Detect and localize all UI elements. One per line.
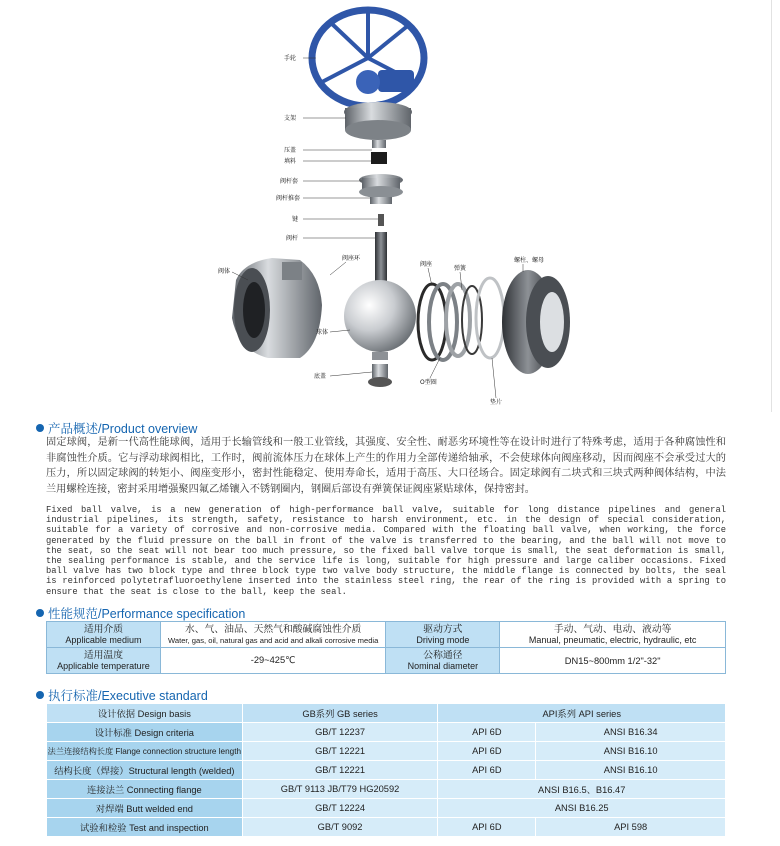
executive-title: 执行标准/Executive standard	[48, 689, 208, 703]
label-packing: 填料	[284, 158, 297, 165]
label-stem-sleeve: 阀杆套	[280, 178, 299, 185]
bottom-cover-part	[368, 364, 392, 387]
performance-heading	[36, 604, 245, 622]
ball-part	[344, 280, 416, 352]
bullet-icon	[36, 424, 44, 432]
stem-bush-part	[370, 197, 392, 204]
performance-value-cell: 水、气、油品、天然气和酸碱腐蚀性介质 Water, gas, oil, natural gas and acid and alkali corrosive media	[160, 622, 386, 648]
performance-value-cell: -29~425℃	[160, 648, 386, 674]
performance-value-cell: DN15~800mm 1/2"-32"	[500, 648, 726, 674]
executive-row: 结构长度（焊接）Structural length (welded) GB/T 12221 API 6D ANSI B16.10	[47, 761, 726, 780]
bullet-icon	[36, 609, 44, 617]
performance-label-cell: 适用介质 Applicable medium	[47, 622, 161, 648]
valve-body-part	[232, 258, 322, 358]
executive-row: 对焊端 Butt welded end GB/T 12224 ANSI B16.25	[47, 799, 726, 818]
overview-text-en: Fixed ball valve, is a new generation of high-performance ball valve, suitable for long distance pipelines and general industrial pipelines, its strength, safety, resistance to harsh environment, etc. in the design of special consideration, suitable for a variety of corrosive and non-corrosive media. Compared with the floating ball valve, when working, the force generated by the fluid pressure on the ball in front of the valve is transferred to the bearing, and the ball will not move to the seat, so the seat will not bear too much pressure, so the fixed ball valve torque is small, the seat deformation is small, the sealing performance is stable, and the service life is long, suitable for high pressure and large caliber occasions. Fixed ball valve has two block type and three block type two valve body structure, the middle flange is connected by bolts, the seal is reinforced polytetrafluoroethylene inserted into the stainless steel ring, the rear of the ring is provided with a spring to ensure that the seat is close to the ball, keep the seal.	[46, 505, 726, 597]
executive-row: 试验和检验 Test and inspection GB/T 9092 API 6D API 598	[47, 818, 726, 837]
bullet-icon	[36, 691, 44, 699]
label-bottom-cover: 底盖	[314, 373, 327, 380]
label-seat: 阀座	[420, 261, 433, 268]
gland-part	[372, 140, 386, 148]
key-part	[378, 214, 384, 226]
header-design-basis: 设计依据 Design basis	[47, 704, 243, 723]
executive-row: 连接法兰 Connecting flange GB/T 9113 JB/T79 HG20592 ANSI B16.5、B16.47	[47, 780, 726, 799]
performance-label-cell: 公称通径 Nominal diameter	[386, 648, 500, 674]
label-handwheel: 手轮	[284, 55, 297, 62]
label-o-ring: O型圈	[420, 379, 437, 386]
label-stem-bush: 阀杆推套	[276, 195, 301, 202]
label-gland: 压盖	[284, 147, 297, 154]
end-flange-part	[502, 270, 570, 374]
executive-table	[46, 703, 726, 837]
label-stem: 阀杆	[286, 235, 299, 242]
bracket-part	[344, 102, 412, 140]
packing-part	[371, 152, 387, 164]
handwheel-part	[312, 10, 424, 106]
label-stud-nut: 螺柱、螺母	[514, 257, 545, 264]
overview-text-cn: 固定球阀，是新一代高性能球阀，适用于长输管线和一般工业管线，其强度、安全性、耐恶劣环境性等在设计时进行了特殊考虑，适用于各种腐蚀性和非腐蚀性介质。它与浮动球阀相比，工作时，阀前流体压力在球体上产生的作用力全部传递给轴承，不会使球体向阀座移动，因而阀座不会承受过大的压力，所以固定球阀的转矩小、阀座变形小，密封性能稳定、使用寿命长，适用于高压、大口径场合。固定球阀有二块式和三块式两种阀体结构，中法兰用螺栓连接，密封采用增强聚四氟乙烯镶入不锈钢圈内，钢圈后部设有弹簧保证阀座紧贴球体，保持密封。	[46, 437, 726, 495]
performance-row	[47, 648, 726, 674]
overview-title: 产品概述/Product overview	[48, 422, 198, 436]
label-body: 阀体	[218, 268, 231, 275]
header-api-series: API系列 API series	[438, 704, 726, 723]
performance-value-cell: 手动、气动、电动、液动等 Manual, pneumatic, electric, hydraulic, etc	[500, 622, 726, 648]
ball-trunnion	[372, 352, 388, 360]
header-gb-series: GB系列 GB series	[242, 704, 438, 723]
seat-rings-part	[418, 278, 504, 360]
performance-label-cell: 驱动方式 Driving mode	[386, 622, 500, 648]
executive-heading	[36, 686, 208, 704]
executive-row: 法兰连接结构长度 Flange connection structure length GB/T 12221 API 6D ANSI B16.10	[47, 742, 726, 761]
label-seat-ring: 阀座环	[342, 255, 361, 262]
performance-label-cell: 适用温度 Applicable temperature	[47, 648, 161, 674]
stem-sleeve-part	[359, 174, 403, 198]
label-ball: 球体	[316, 329, 329, 336]
performance-row	[47, 622, 726, 648]
label-bracket: 支架	[284, 115, 297, 122]
executive-row: 设计标准 Design criteria GB/T 12237 API 6D ANSI B16.34	[47, 723, 726, 742]
page-edge-line	[771, 0, 772, 412]
label-gasket: 垫片	[490, 399, 503, 406]
performance-table	[46, 621, 726, 674]
label-spring: 弹簧	[454, 265, 467, 272]
label-key: 键	[292, 216, 299, 223]
executive-header-row	[47, 704, 726, 723]
performance-title: 性能规范/Performance specification	[48, 607, 246, 621]
exploded-valve-diagram	[0, 0, 780, 412]
